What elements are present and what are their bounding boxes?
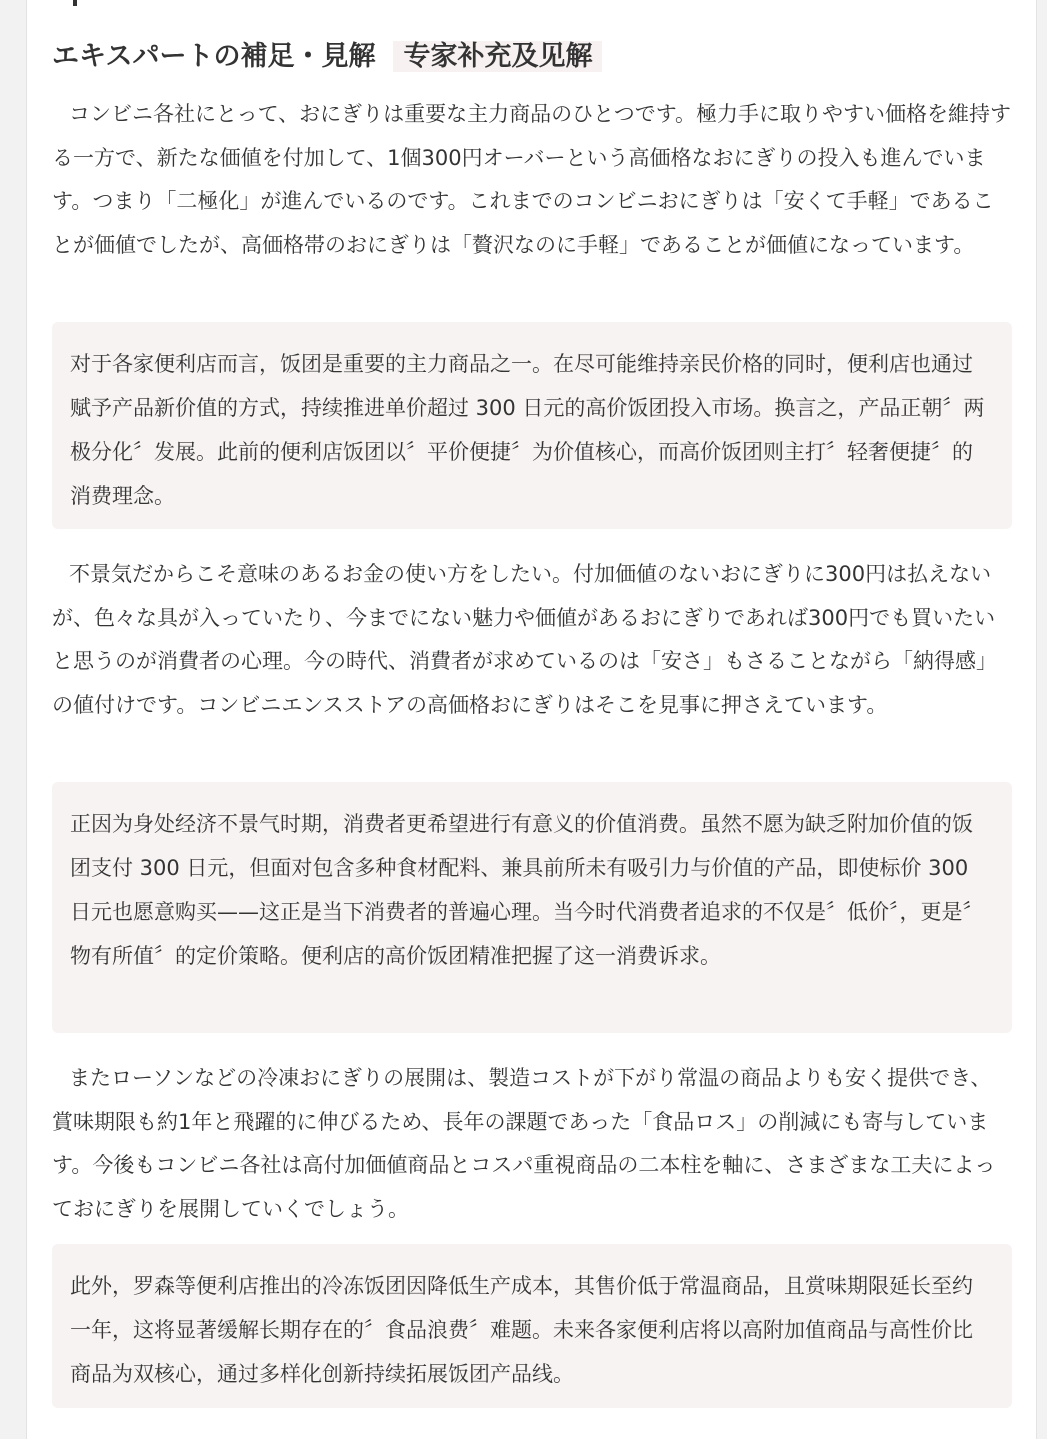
section-heading	[52, 36, 602, 78]
translation-box-1	[52, 322, 1012, 529]
translation-box-3	[52, 1244, 1012, 1408]
translation-box-2	[52, 782, 1012, 1033]
paragraph-japanese-3: またローソンなどの冷凍おにぎりの展開は、製造コストが下がり常温の商品よりも安く提供でき、賞味期限も約1年と飛躍的に伸びるため、長年の課題であった「食品ロス」の削減にも寄与しています。今後もコンビニ各社は高付加価値商品とコスパ重視商品の二本柱を軸に、さまざまな工夫によっておにぎりを展開していくでしょう。	[52, 1066, 996, 1221]
paragraph-japanese-2: 不景気だからこそ意味のあるお金の使い方をしたい。付加価値のないおにぎりに300円は払えないが、色々な具が入っていたり、今までにない魅力や価値があるおにぎりであれば300円でも買いたいと思うのが消費者の心理。今の時代、消費者が求めているのは「安さ」もさることながら「納得感」の値付けです。コンビニエンスストアの高価格おにぎりはそこを見事に押さえています。	[52, 562, 997, 717]
paragraph-japanese-1: コンビニ各社にとって、おにぎりは重要な主力商品のひとつです。極力手に取りやすい価格を維持する一方で、新たな価値を付加して、1個300円オーバーという高価格なおにぎりの投入も進んでいます。つまり「二極化」が進んでいるのです。これまでのコンビニおにぎりは「安くて手軽」であることが価値でしたが、高価格帯のおにぎりは「贅沢なのに手軽」であることが価値になっています。	[52, 102, 1012, 257]
paragraph-chinese-3: 此外，罗森等便利店推出的冷冻饭团因降低生产成本，其售价低于常温商品，且赏味期限延长至约一年，这将显著缓解长期存在的〞食品浪费〞难题。未来各家便利店将以高附加值商品与高性价比商品为双核心，通过多样化创新持续拓展饭团产品线。	[70, 1274, 973, 1386]
top-divider-mark	[73, 0, 77, 6]
paragraph-chinese-2: 正因为身处经济不景气时期，消费者更希望进行有意义的价值消费。虽然不愿为缺乏附加价值的饭团支付 300 日元，但面对包含多种食材配料、兼具前所未有吸引力与价值的产品，即使标价 300 日元也愿意购买——这正是当下消费者的普遍心理。当今时代消费者追求的不仅是〞低价〞，更是〞物有所值〞的定价策略。便利店的高价饭团精准把握了这一消费诉求。	[70, 812, 984, 968]
article-page	[26, 0, 1037, 1439]
heading-japanese: エキスパートの補足・見解	[52, 41, 376, 72]
paragraph-chinese-1: 对于各家便利店而言，饭团是重要的主力商品之一。在尽可能维持亲民价格的同时，便利店也通过赋予产品新价值的方式，持续推进单价超过 300 日元的高价饭团投入市场。换言之，产品正朝〞两极分化〞发展。此前的便利店饭团以〞平价便捷〞为价值核心，而高价饭团则主打〞轻奢便捷〞的消费理念。	[70, 352, 985, 508]
heading-chinese: 专家补充及见解	[393, 41, 602, 72]
